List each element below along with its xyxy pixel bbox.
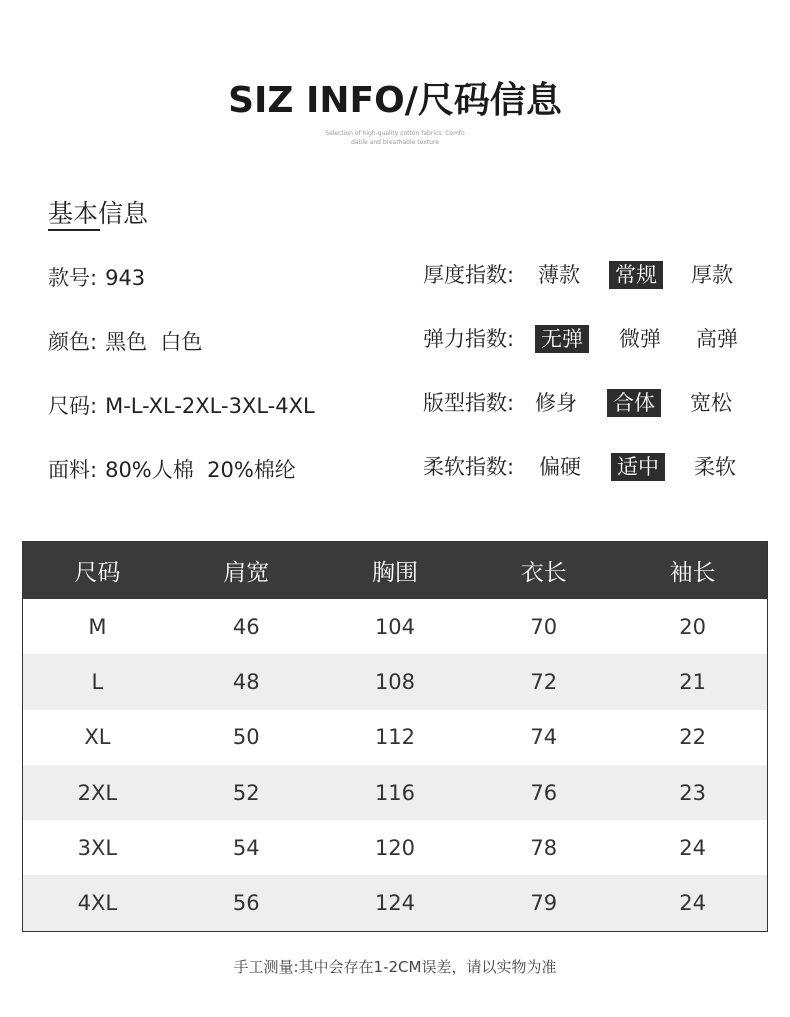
table-cell: 20 — [679, 614, 706, 639]
section-title-basic-info: 基本信息 — [48, 199, 149, 228]
table-cell: 21 — [679, 669, 706, 694]
table-cell: XL — [84, 725, 111, 750]
column-header-chest: 胸围 — [371, 560, 418, 586]
index-option: 薄款 — [538, 263, 580, 287]
index-option: 高弹 — [696, 327, 738, 351]
table-cell: 56 — [232, 891, 260, 916]
table-cell: 54 — [232, 835, 260, 860]
table-cell: 104 — [374, 614, 416, 639]
index-label: 弹力指数: — [423, 327, 515, 351]
table-cell: 72 — [530, 669, 558, 694]
info-row-size — [48, 390, 315, 454]
table-cell: 108 — [374, 669, 416, 694]
index-label: 版型指数: — [423, 391, 515, 415]
table-row — [23, 654, 767, 709]
table-cell: 2XL — [77, 780, 118, 805]
table-cell: 112 — [374, 725, 416, 750]
size-table-header — [23, 542, 767, 599]
index-option: 偏硬 — [539, 455, 581, 479]
table-row — [23, 599, 767, 654]
column-header-size: 尺码 — [74, 560, 121, 586]
table-cell: 70 — [530, 614, 558, 639]
measurement-note: 手工测量:其中会存在1-2CM误差，请以实物为准 — [233, 958, 557, 976]
table-cell: 52 — [232, 780, 260, 805]
table-cell: 76 — [530, 780, 558, 805]
table-row — [23, 875, 767, 930]
table-cell: 78 — [530, 835, 558, 860]
column-header-length: 衣长 — [520, 560, 567, 586]
column-header-sleeve: 袖长 — [669, 560, 716, 586]
table-row — [23, 710, 767, 765]
info-row-fabric — [48, 454, 315, 518]
index-option-selected: 常规 — [609, 261, 663, 289]
subtitle-line-1: Selection of high-quality cotton fabrics. Comfo — [325, 130, 465, 137]
index-option: 宽松 — [690, 391, 732, 415]
index-label: 柔软指数: — [423, 455, 515, 479]
subtitle-line-2: dable and breathable texture — [351, 139, 439, 146]
info-row-style-number — [48, 262, 315, 326]
index-option: 厚款 — [691, 263, 733, 287]
table-cell: 3XL — [77, 835, 118, 860]
size-table — [22, 541, 768, 932]
table-cell: 24 — [679, 835, 706, 860]
index-option-selected: 无弹 — [535, 325, 589, 353]
table-cell: 124 — [374, 891, 416, 916]
table-cell: L — [91, 669, 104, 694]
table-cell: 50 — [232, 725, 260, 750]
info-value: 黑色 白色 — [105, 330, 203, 354]
table-cell: 46 — [232, 614, 260, 639]
page-subtitle — [0, 129, 790, 147]
info-value: M-L-XL-2XL-3XL-4XL — [105, 394, 315, 418]
index-option: 微弹 — [619, 327, 661, 351]
table-cell: 23 — [679, 780, 706, 805]
info-row-color — [48, 326, 315, 390]
table-cell: 4XL — [77, 891, 118, 916]
table-row — [23, 820, 767, 875]
page-title: SIZ INFO/尺码信息 — [228, 80, 562, 121]
info-value: 943 — [105, 266, 146, 290]
table-cell: 116 — [374, 780, 416, 805]
table-cell: 120 — [374, 835, 416, 860]
index-option: 修身 — [535, 391, 577, 415]
info-label: 面料: — [48, 458, 98, 482]
table-cell: 24 — [679, 891, 706, 916]
table-cell: 74 — [530, 725, 558, 750]
column-header-shoulder: 肩宽 — [223, 560, 270, 586]
info-label: 颜色: — [48, 330, 98, 354]
info-value: 80%人棉 20%棉纶 — [105, 458, 296, 482]
index-label: 厚度指数: — [423, 263, 515, 287]
table-cell: M — [88, 614, 107, 639]
index-option-selected: 合体 — [607, 389, 661, 417]
table-cell: 22 — [679, 725, 706, 750]
info-label: 款号: — [48, 266, 98, 290]
section-underline — [48, 229, 100, 231]
index-option: 柔软 — [694, 455, 736, 479]
info-label: 尺码: — [48, 394, 98, 418]
table-cell: 48 — [232, 669, 260, 694]
basic-info-list — [48, 262, 315, 518]
table-row — [23, 765, 767, 820]
table-cell: 79 — [530, 891, 558, 916]
index-option-selected: 适中 — [611, 453, 665, 481]
